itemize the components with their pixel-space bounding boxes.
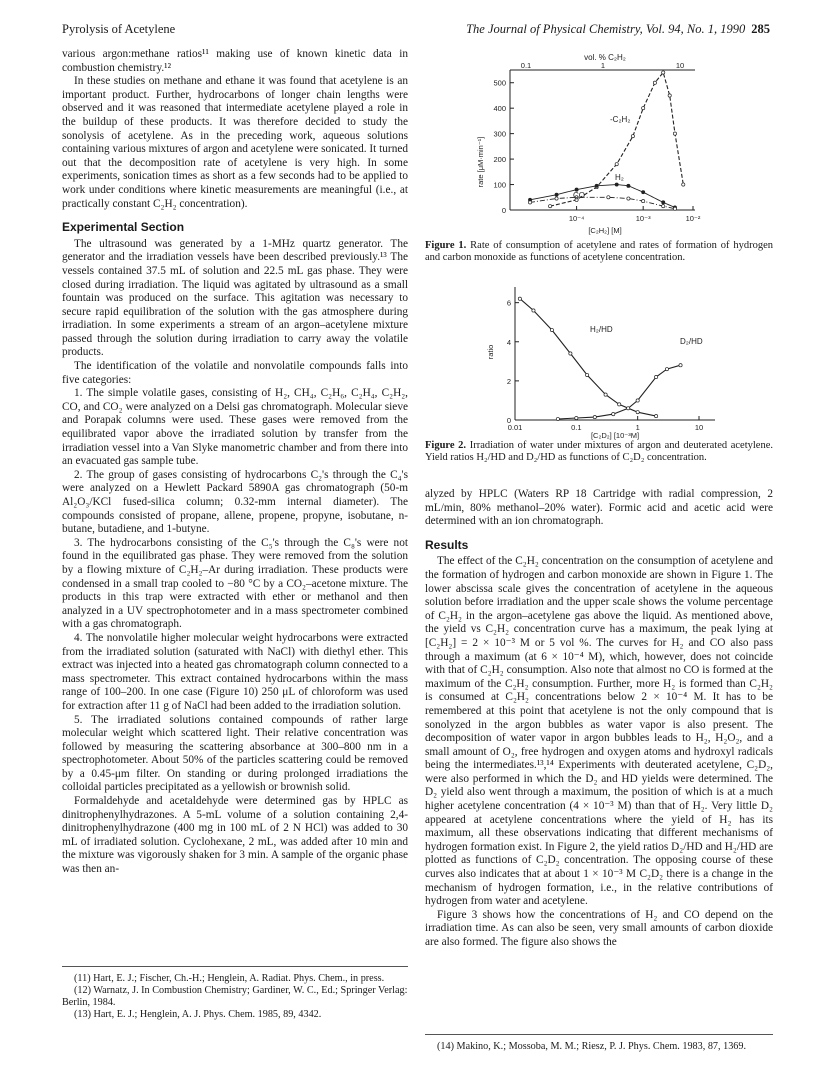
x-tick-label: 0.1 xyxy=(571,423,582,432)
series-label-c2h2: -C₂H₂ xyxy=(610,115,631,124)
y-tick-label: 2 xyxy=(506,376,511,386)
data-point xyxy=(642,107,645,110)
top-tick-label: 0.1 xyxy=(520,61,532,70)
data-point xyxy=(636,411,639,414)
section-heading: Experimental Section xyxy=(62,220,185,235)
data-point xyxy=(673,207,676,210)
section-heading: Results xyxy=(425,537,469,552)
data-point xyxy=(612,413,615,416)
data-point xyxy=(607,196,610,199)
data-point xyxy=(665,368,668,371)
figure-1-plot xyxy=(425,50,773,240)
data-point xyxy=(662,201,665,204)
data-point xyxy=(569,352,572,355)
x-tick-label: 10⁻² xyxy=(685,214,701,223)
caption-text: Irradiation of water under mixtures of argon and deuterated acetylene. Yield ratios H₂/HD and D₂/HD as functions of C₂D₂ concentration. xyxy=(425,440,774,464)
top-tick-label: 1 xyxy=(600,61,606,70)
footnote: (14) Makino, K.; Mossoba, M. M.; Riesz, P. J. Phys. Chem. 1983, 87, 1369. xyxy=(437,1041,747,1052)
data-point xyxy=(575,416,578,419)
series-label-co: CO xyxy=(573,191,585,200)
right-column xyxy=(425,488,773,950)
data-point xyxy=(528,201,531,204)
top-axis-label: vol. % C₂H₂ xyxy=(584,53,626,62)
data-point xyxy=(627,197,630,200)
footnote: (11) Hart, E. J.; Fischer, Ch.-H.; Henglein, A. Radiat. Phys. Chem., in press. xyxy=(74,973,385,984)
page-number: 285 xyxy=(751,22,770,36)
data-point xyxy=(642,199,645,202)
y-axis-label: rate [μM·min⁻¹] xyxy=(476,136,485,188)
figure-2-caption xyxy=(425,440,773,465)
data-point xyxy=(615,163,618,166)
series-label-d2-hd: D₂/HD xyxy=(680,337,703,346)
caption-label: Figure 2. xyxy=(425,440,467,451)
data-point xyxy=(532,309,535,312)
y-tick-label: 500 xyxy=(493,78,506,88)
footnote: (13) Hart, E. J.; Henglein, A. J. Phys. Chem. 1985, 89, 4342. xyxy=(74,1009,322,1020)
data-point xyxy=(595,184,598,187)
data-point xyxy=(586,373,589,376)
data-point xyxy=(604,393,607,396)
series-label-h2: H₂ xyxy=(615,173,624,182)
data-point xyxy=(655,375,658,378)
x-tick-label: 10 xyxy=(694,423,704,432)
left-column xyxy=(62,48,408,877)
caption-label: Figure 1. xyxy=(425,240,467,251)
data-point xyxy=(550,328,553,331)
data-point xyxy=(518,297,521,300)
list-item: 1. The simple volatile gases, consisting of H₂, CH₄, C₂H₆, C₂H₄, C₂H₂, CO, and CO₂ were analyzed on a Delsi gas chromatograph. Molecular sieve and Porapak columns were used. These gases were removed from the equilibrated vapor above the irradiated solution by transfer from the irradiation vessel into a Van Slyke manometric chamber and from there into an evacuated gas sample tube. xyxy=(62,387,408,468)
figure-1-caption xyxy=(425,240,773,265)
x-axis-label: [C₂H₂] [M] xyxy=(588,226,622,235)
data-point xyxy=(636,399,639,402)
data-point xyxy=(668,94,671,97)
data-point xyxy=(593,415,596,418)
data-point xyxy=(548,205,551,208)
x-tick-label: 0.01 xyxy=(507,423,523,432)
list-item: 4. The nonvolatile higher molecular weight hydrocarbons were extracted from the irradiated solution (saturated with NaCl) with diethyl ether. This extract was injected into a heated gas chromatograph column connected to a mass spectrometer. This extract contained hydrocarbons within the mass range of 100–200. In one case (Figure 10) 250 μL of chloroform was used for extraction after 11 g of NaCl had been added to the irradiation solution. xyxy=(62,631,408,712)
running-head-journal xyxy=(466,22,770,37)
data-point xyxy=(555,193,558,196)
paragraph: alyzed by HPLC (Waters RP 18 Cartridge with radial compression, 2 mL/min, 80% methanol–20% water). Formic acid and acetic acid were determined with an ion chromatograph. xyxy=(425,488,773,528)
list-item: 2. The group of gases consisting of hydrocarbons C₂'s through the C₄'s were analyzed on a Hewlett Packard 5890A gas chromatograph (50-m Al₂O₃/KCl fused-silica column; 0.32-mm internal diameter). The compounds consisted of propane, allene, propene, propyne, isobutane, n-butane, butadiene, and 1-butyne. xyxy=(62,468,408,536)
list-item: 5. The irradiated solutions contained compounds of rather large molecular weight which scattered light. Their relative concentration was followed by measuring the scattering absorbance at 300–800 nm in a spectrophotometer. About 50% of the particles scattering could be removed by a 0.45-μm filter. On standing or during prolonged irradiations the colloidal particles precipitated as a yellowish or brownish solid. xyxy=(62,713,408,794)
paragraph: The identification of the volatile and nonvolatile compounds falls into five categories: xyxy=(62,360,408,386)
y-tick-label: 200 xyxy=(493,155,506,165)
data-point xyxy=(618,403,621,406)
data-point xyxy=(653,81,656,84)
data-point xyxy=(682,183,685,186)
y-tick-label: 100 xyxy=(493,180,506,190)
data-point xyxy=(662,205,665,208)
figure-2 xyxy=(425,282,773,447)
footnote: (12) Warnatz, J. In Combustion Chemistry; Gardiner, W. C., Ed.; Springer Verlag: Berlin, 1984. xyxy=(62,985,408,1008)
data-point xyxy=(627,184,630,187)
data-point xyxy=(627,407,630,410)
y-tick-label: 6 xyxy=(506,298,511,308)
series-label-h2-hd: H₂/HD xyxy=(590,325,613,334)
paragraph: Figure 3 shows how the concentrations of H₂ and CO depend on the irradiation time. As can also be seen, very small amounts of carbon dioxide are also formed. The figure also shows the xyxy=(425,908,773,948)
x-tick-label: 10⁻⁴ xyxy=(568,214,585,223)
data-point xyxy=(556,417,559,420)
paragraph: In these studies on methane and ethane it was found that acetylene is an important product. Further, hydrocarbons of longer chain lengths were observed and it was reasoned that intermediate acetylene played a role in the buildup of these products. It was therefore decided to study the sonolysis of acetylene. As in the preceding work, aqueous solutions containing various mixtures of argon and acetylene were sonicated. It turned out that the decomposition rate of acetylene is very high. In some experiments, sonication times as short as a few seconds had to be applied to work under conditions where kinetic measurements are meaningful (i.e., at practically constant C₂H₂ concentration). xyxy=(62,75,408,210)
data-point xyxy=(642,191,645,194)
data-point xyxy=(615,183,618,186)
y-tick-label: 300 xyxy=(493,129,506,139)
data-point xyxy=(631,135,634,138)
paragraph: various argon:methane ratios¹¹ making use of known kinetic data in combustion chemistry.¹² xyxy=(62,48,408,74)
footnotes-left xyxy=(62,966,408,1021)
list-item: 3. The hydrocarbons consisting of the C₅'s through the C₈'s were not found in the equilibrated gas phase. They were removed from the solution by a flowing mixture of C₂H₂–Ar during irradiation. These products were condensed in a small trap cooled to −80 °C by a CO₂–acetone mixture. The products in this trap were extracted with ether or methanol and then analyzed in a UV spectrophotometer and in a mass spectrometer combined with a gas chromatograph. xyxy=(62,536,408,631)
data-point xyxy=(679,364,682,367)
running-head-title: Pyrolysis of Acetylene xyxy=(62,22,176,36)
paragraph: The effect of the C₂H₂ concentration on the consumption of acetylene and the formation of hydrogen and carbon monoxide are shown in Figure 1. The lower abscissa scale gives the concentration of acetylene in the aqueous solution before irradiation and the upper scale shows the volume percentage of C₂H₂ in the argon–acetylene gas above the liquid. As mentioned above, the yield vs C₂H₂ concentration curve has a maximum, the peak lying at [C₂H₂] = 2 × 10⁻³ M or 5 vol %. The curves for H₂ and CO also pass through a maximum (at 6 × 10⁻⁴ M), which, however, does not coincide with that of C₂H₂ consumption. Also note that almost no CO is formed at the maximum of the C₂H₂ consumption. Further, more H₂ is formed than C₂H₂ is consumed at C₂H₂ concentrations below 2 × 10⁻⁴ M. It has to be remembered at this point that acetylene is not the only compound that is sonolyzed in the argon bubbles as water vapor is also present. The decomposition of water vapor in argon bubbles leads to H₂, H₂O₂, and a small amount of O₂, free hydrogen and oxygen atoms and hydroxyl radicals being the intermediates.¹³,¹⁴ Experiments with deuterated acetylene, C₂D₂, were also performed in which the D₂ and HD yields were determined. The D₂ yield also went through a maximum, the position of which is at a much higher acetylene concentration (4 × 10⁻³ M) than that of H₂. Very little D₂ appeared at acetylene concentrations where the yield of H₂ has its maximum, all these observations indicating that different mechanisms of hydrogen formation exist. In Figure 2, the yield ratios D₂/HD and H₂/HD are plotted as functions of C₂D₂ concentration. The opposing course of these curves also indicates that at about 1 × 10⁻³ M C₂D₂ there is a change in the mechanism of hydrogen formation, i.e., in the relative contributions of hydrogen from water and acetylene. xyxy=(425,555,773,908)
series-line xyxy=(520,299,656,416)
paragraph: Formaldehyde and acetaldehyde were determined gas by HPLC as dinitrophenylhydrazones. A 5-mL volume of a solution containing 2,4-dinitrophenylhydrazone (400 mg in 100 mL of 2 N HCl) was added to 30 mL of irradiated solution. Cyclohexane, 2 mL, was added after 10 min and the mixture was vigorously shaken for 3 min. A sample of the organic phase was then an- xyxy=(62,795,408,876)
top-tick-label: 10 xyxy=(675,61,685,70)
footnotes-right xyxy=(425,1034,773,1053)
journal-citation: The Journal of Physical Chemistry, Vol. 94, No. 1, 1990 xyxy=(466,22,746,36)
x-tick-label: 1 xyxy=(635,423,640,432)
y-tick-label: 0 xyxy=(501,206,506,215)
data-point xyxy=(555,197,558,200)
paragraph: The ultrasound was generated by a 1-MHz quartz generator. The generator and the irradiation vessels have been described previously.¹³ The vessels contained 37.5 mL of solution and 22.5 mL gas phase. They were closed during irradiation. The liquid was agitated by ultrasound as a small fountain was produced on the surface. This agitation was necessary to secure rapid equilibration of the solution with the gas atmosphere during irradiation. In some experiments a stream of an argon–acetylene mixture passed through the solution during irradiation to carry away the volatile products. xyxy=(62,237,408,359)
series-line xyxy=(558,365,681,419)
y-tick-label: 4 xyxy=(506,337,511,347)
figure-2-plot xyxy=(425,282,773,440)
data-point xyxy=(673,132,676,135)
x-axis-label: [C₂D₂] [10⁻³M] xyxy=(590,431,640,440)
x-tick-label: 10⁻³ xyxy=(635,214,651,223)
data-point xyxy=(662,71,665,74)
y-tick-label: 400 xyxy=(493,104,506,114)
y-tick-label: 0 xyxy=(506,416,511,425)
data-point xyxy=(655,414,658,417)
y-axis-label: ratio xyxy=(486,344,495,360)
caption-text: Rate of consumption of acetylene and rates of formation of hydrogen and carbon monoxide as functions of acetylene concentration. xyxy=(425,240,773,264)
